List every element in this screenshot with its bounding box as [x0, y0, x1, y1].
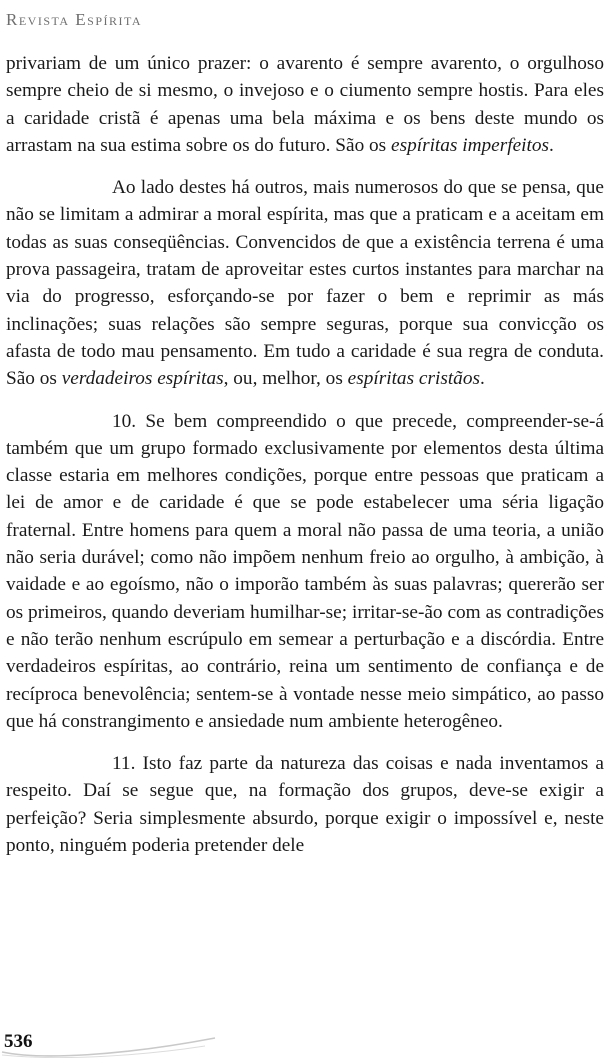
running-header: Revista Espírita: [6, 10, 143, 29]
paragraph-continuation: [6, 50, 604, 159]
text-run: privariam de um único prazer: o avarento é sempre avarento, o orgulhoso sempre cheio de si mesmo, o invejoso e o ciumento sempre hostis. Para eles a caridade cristã é apenas uma bela máxima e os bens deste mundo os arrastam na sua estima sobre os do futuro. São os: [6, 53, 604, 156]
text-run: Ao lado destes há outros, mais numerosos do que se pensa, que não se limitam a admirar a moral espírita, mas que a praticam e a aceitam em todas as suas conseqüências. Convencidos de que a existência terrena é uma prova passageira, tratam de aproveitar estes curtos instantes para marchar na via do progresso, esforçando-se por fazer o bem e reprimir as más inclinações; suas relações são sempre seguras, porque sua convicção os afasta de todo mau pensamento. Em tudo a caridade é sua regra de conduta. São os: [6, 177, 604, 390]
text-run: .: [479, 368, 485, 390]
paragraph-item-11: [6, 750, 604, 859]
emphasis-espiritas-cristaos: espíritas cristãos: [347, 368, 480, 390]
paragraph-verdadeiros-espiritas: [6, 174, 604, 392]
paragraph-item-10: [6, 408, 604, 736]
page-number-swoosh-ornament: [0, 1026, 240, 1058]
emphasis-verdadeiros-espiritas: verdadeiros espíritas: [61, 368, 224, 390]
body-text: [6, 50, 604, 874]
text-run: , ou, melhor, os: [223, 368, 348, 390]
emphasis-spiritas-imperfeitos: espíritas imperfeitos: [391, 134, 550, 156]
text-run: .: [549, 134, 554, 156]
text-run: 11. Isto faz parte da natureza das coisas e nada inventamos a respeito. Daí se segue que, na formação dos grupos, deve-se exigir a perfeição? Seria simplesmente absurdo, porque exigir o impossível e, neste ponto, ninguém poderia pretender dele: [6, 753, 604, 857]
text-run: 10. Se bem compreendido o que precede, compreender-se-á também que um grupo formado exclusivamente por elementos desta última classe estaria em melhores condições, porque entre pessoas que praticam a lei de amor e de caridade é que se pode estabelecer uma séria ligação fraternal. Entre homens para quem a moral não passa de uma teoria, a união não seria durável; como não impõem nenhum freio ao orgulho, à ambição, à vaidade e ao egoísmo, não o imporão também às suas palavras; quererão ser os primeiros, quando deveriam humilhar-se; irritar-se-ão com as contradições e não terão nenhum escrúpulo em semear a perturbação e a discórdia. Entre verdadeiros espíritas, ao contrário, reina um sentimento de confiança e de recíproca benevolência; sentem-se à vontade nesse meio simpático, ao passo que há constrangimento e ansiedade num ambiente heterogêneo.: [6, 410, 604, 732]
page-number: 536: [4, 1031, 33, 1052]
